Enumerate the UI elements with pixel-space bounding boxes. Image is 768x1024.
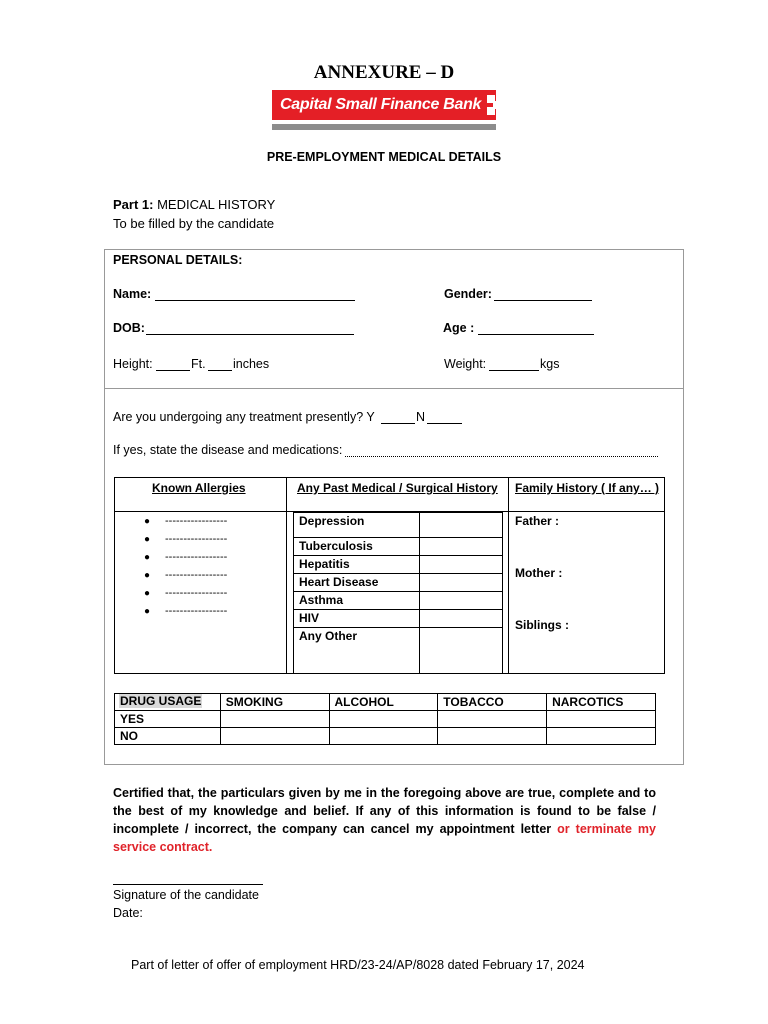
- conditions-table: [293, 512, 503, 674]
- table-row: [294, 592, 503, 610]
- drug-value-cell[interactable]: [220, 711, 329, 728]
- allergy-item-text: -----------------: [165, 515, 228, 527]
- dob-field[interactable]: [146, 321, 354, 335]
- weight-label: Weight:: [444, 357, 487, 371]
- allergy-item[interactable]: [144, 515, 227, 527]
- signature-label: Signature of the candidate: [113, 888, 259, 902]
- drug-usage-table: [114, 693, 656, 745]
- allergy-item[interactable]: [144, 533, 227, 545]
- drug-header-cell: SMOKING: [220, 694, 329, 711]
- name-label: Name:: [113, 287, 152, 301]
- disease-field[interactable]: [345, 443, 658, 457]
- condition-label: Any Other: [294, 628, 420, 674]
- gender-field[interactable]: [494, 287, 592, 301]
- height-inches-field[interactable]: [208, 357, 232, 371]
- family-siblings-label: Siblings :: [515, 618, 569, 632]
- personal-details-heading: PERSONAL DETAILS:: [113, 253, 243, 267]
- height-label: Height:: [113, 357, 153, 371]
- condition-label: Tuberculosis: [294, 538, 420, 556]
- certification-statement: [113, 784, 656, 856]
- drug-row-label: NO: [115, 728, 221, 745]
- statement-red-text: or terminate my service contract.: [113, 822, 656, 854]
- drug-header-cell: TOBACCO: [438, 694, 547, 711]
- bullet-icon: ●: [144, 516, 151, 527]
- history-col-divider-1: [286, 477, 287, 674]
- family-father-label: Father :: [515, 514, 560, 528]
- col-known-allergies: Known Allergies: [152, 481, 246, 495]
- condition-value-cell[interactable]: [420, 628, 503, 674]
- col-past-history: Any Past Medical / Surgical History: [297, 481, 498, 495]
- disease-label: If yes, state the disease and medications:: [113, 443, 343, 457]
- statement-text: Certified that, the particulars given by me in the foregoing above are true, complete and to the best of my knowledge and belief. If any of this information is found to be false / incomplete / incorrect, the company can cancel my appointment letter: [113, 786, 656, 836]
- condition-value-cell[interactable]: [420, 513, 503, 538]
- allergy-item-text: -----------------: [165, 551, 228, 563]
- height-ft-unit: Ft.: [191, 357, 206, 371]
- drug-value-cell[interactable]: [438, 711, 547, 728]
- table-row: [294, 513, 503, 538]
- frame-divider: [104, 388, 684, 389]
- date-label: Date:: [113, 906, 143, 920]
- table-row: [294, 556, 503, 574]
- drug-value-cell[interactable]: [438, 728, 547, 745]
- table-row: [294, 628, 503, 674]
- drug-header-cell: NARCOTICS: [547, 694, 656, 711]
- allergy-item-text: -----------------: [165, 605, 228, 617]
- allergy-item-text: -----------------: [165, 587, 228, 599]
- signature-line[interactable]: [113, 884, 263, 885]
- condition-label: Heart Disease: [294, 574, 420, 592]
- condition-label: Hepatitis: [294, 556, 420, 574]
- col-family-history: Family History ( If any… ): [515, 481, 660, 495]
- table-row: [115, 711, 656, 728]
- bank-logo: [272, 90, 496, 120]
- treatment-question: Are you undergoing any treatment presently? Y: [113, 410, 375, 424]
- condition-value-cell[interactable]: [420, 574, 503, 592]
- height-feet-field[interactable]: [156, 357, 190, 371]
- history-col-divider-2: [508, 477, 509, 674]
- allergy-item[interactable]: [144, 551, 227, 563]
- allergy-item[interactable]: [144, 569, 227, 581]
- drug-usage-header: DRUG USAGE: [120, 694, 202, 708]
- treatment-yes-field[interactable]: [381, 410, 415, 424]
- condition-value-cell[interactable]: [420, 556, 503, 574]
- condition-label: HIV: [294, 610, 420, 628]
- drug-value-cell[interactable]: [329, 728, 438, 745]
- age-label: Age :: [443, 321, 475, 335]
- age-field[interactable]: [478, 321, 594, 335]
- bullet-icon: ●: [144, 606, 151, 617]
- part1-title: [113, 197, 275, 212]
- weight-field[interactable]: [489, 357, 539, 371]
- drug-row-label: YES: [115, 711, 221, 728]
- table-row: [294, 574, 503, 592]
- bullet-icon: ●: [144, 588, 151, 599]
- treatment-no-label: N: [416, 410, 426, 424]
- name-field[interactable]: [155, 287, 355, 301]
- part1-subtitle: To be filled by the candidate: [113, 216, 275, 231]
- weight-unit: kgs: [540, 357, 560, 371]
- condition-value-cell[interactable]: [420, 538, 503, 556]
- drug-value-cell[interactable]: [220, 728, 329, 745]
- condition-value-cell[interactable]: [420, 592, 503, 610]
- bullet-icon: ●: [144, 534, 151, 545]
- allergy-item[interactable]: [144, 605, 227, 617]
- bullet-icon: ●: [144, 570, 151, 581]
- family-mother-label: Mother :: [515, 566, 563, 580]
- allergy-item-text: -----------------: [165, 533, 228, 545]
- document-title: ANNEXURE – D: [313, 62, 455, 83]
- bank-logo-text: Capital Small Finance Bank: [280, 96, 482, 113]
- drug-header-cell: [115, 694, 221, 711]
- drug-value-cell[interactable]: [547, 711, 656, 728]
- part1-label: Part 1:: [113, 197, 154, 212]
- drug-value-cell[interactable]: [329, 711, 438, 728]
- logo-underline: [272, 124, 496, 130]
- allergy-item-text: -----------------: [165, 569, 228, 581]
- table-row: [115, 728, 656, 745]
- dob-label: DOB:: [113, 321, 145, 335]
- footer-note: Part of letter of offer of employment HRD/23-24/AP/8028 dated February 17, 2024: [131, 958, 585, 972]
- form-subtitle: PRE-EMPLOYMENT MEDICAL DETAILS: [266, 150, 502, 164]
- drug-header-cell: ALCOHOL: [329, 694, 438, 711]
- condition-label: Depression: [294, 513, 420, 538]
- table-row: [294, 610, 503, 628]
- table-row: [294, 538, 503, 556]
- bank-logo-icon: [487, 95, 496, 115]
- part1-heading: MEDICAL HISTORY: [153, 197, 276, 212]
- allergy-item[interactable]: [144, 587, 227, 599]
- treatment-no-field[interactable]: [427, 410, 462, 424]
- condition-label: Asthma: [294, 592, 420, 610]
- condition-value-cell[interactable]: [420, 610, 503, 628]
- height-inches-unit: inches: [233, 357, 270, 371]
- bullet-icon: ●: [144, 552, 151, 563]
- drug-value-cell[interactable]: [547, 728, 656, 745]
- gender-label: Gender:: [444, 287, 492, 301]
- table-row: [115, 694, 656, 711]
